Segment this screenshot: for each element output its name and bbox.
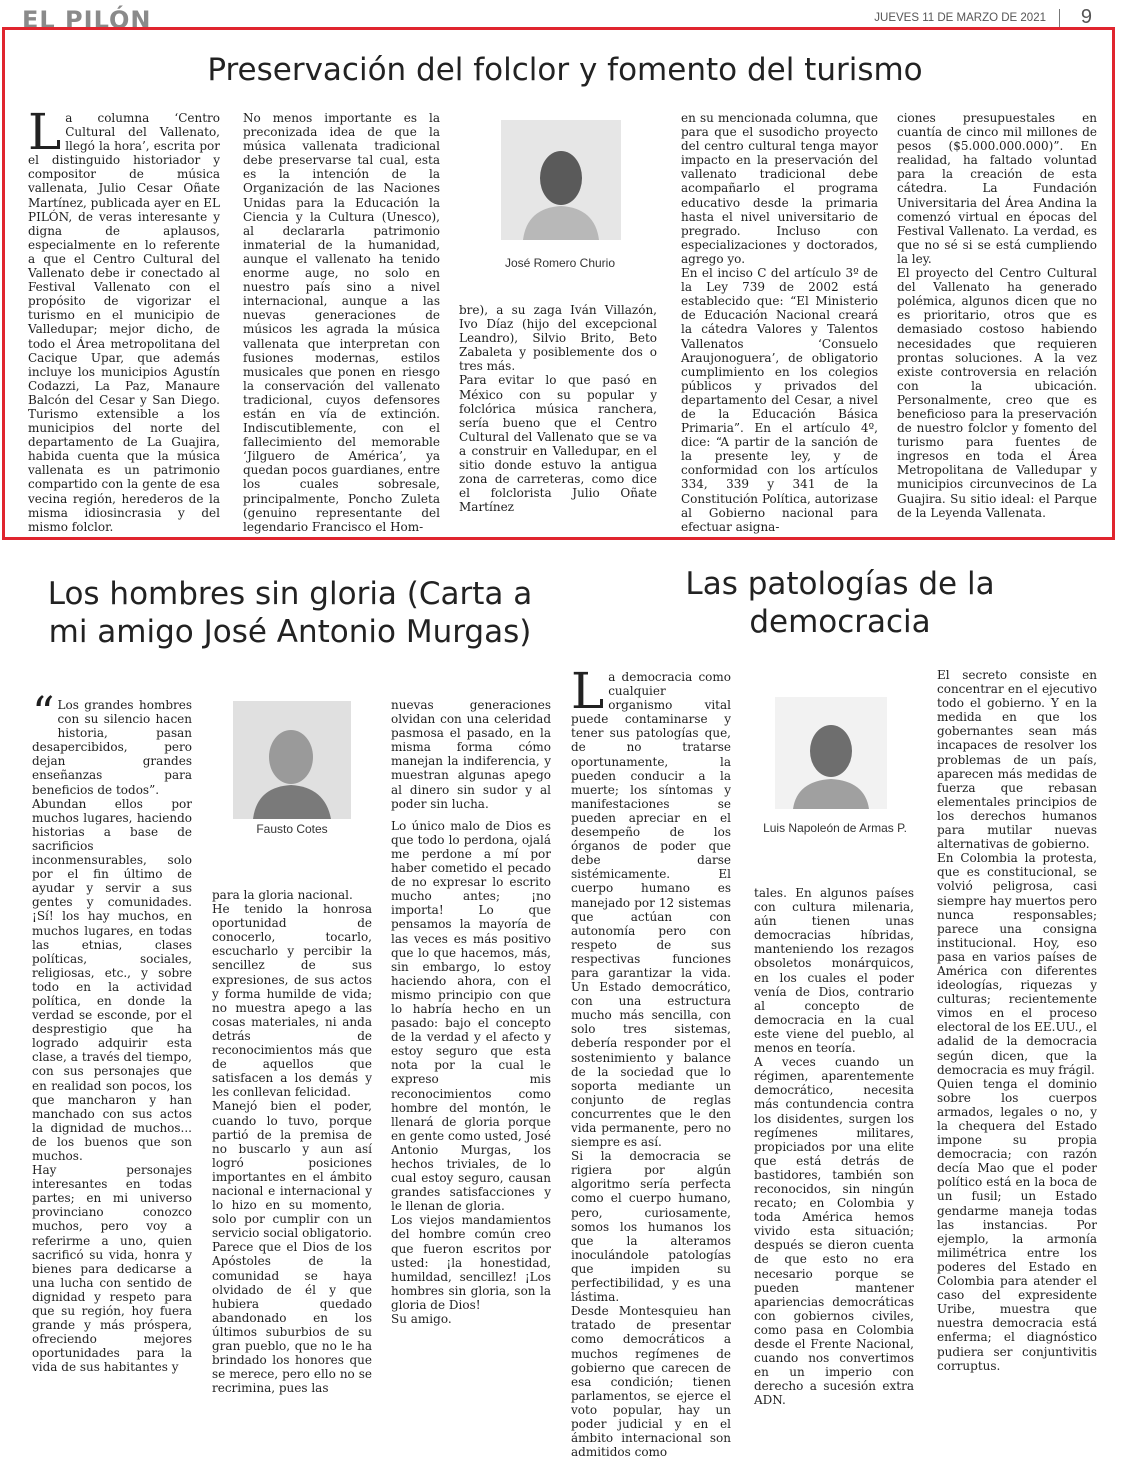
article1-col4-para: En el inciso C del artículo 3º de la Ley 739 de 2002 está establecido que: “El Ministerio de Educación Nacional creará la cátedra Valores y Talentos Vallenatos ‘Consuelo Araujonoguera’, de obligatorio cumplimiento en los colegios públicos y privados del departamento del Cesar, a nivel de la Educación Básica Primaria”. En el artículo 4º, dice: “A partir de la sanción de la presente ley, y de conformidad con los artículos 334, 339 y 341 de la Constitución Política, autorizase al Gobierno nacional para efectuar asigna- xyxy=(681,266,878,534)
article3-column-2 xyxy=(754,886,914,1420)
article1-col5-para: ciones presupuestales en cuantía de cinco mil millones de pesos ($5.000.000.000)”. En realidad, ha faltado voluntad para la creación de esta cátedra. La Fundación Universitaria del Área Andina la comenzó virtual en épocas del Festival Vallenato. La verdad, es que no sé si se está cumpliendo la ley. xyxy=(897,111,1097,266)
article1-col2-text: No menos importante es la preconizada idea de que la música vallenata tradicional debe preservarse tal cual, esta es la intención de la Organización de las Naciones Unidas para la Educación la Ciencia y la Cultura (Unesco), al declararla patrimonio inmaterial de la humanidad, aunque el vallenato ha tenido enorme auge, no solo en nuestro país sino a nivel internacional, aunque a las nuevas generaciones de músicos les agrada la música vallenata que interpretan con fusiones modernas, estilos musicales que ponen en riesgo la conservación del vallenato tradicional, cuyos defensores están en vía de extinción. Indiscutiblemente, con el fallecimiento del memorable ‘Jilguero de América’, ya quedan pocos guardianes, entre los cuales sobresale, principalmente, Poncho Zuleta (genuino representante del legendario Francisco el Hom- xyxy=(243,111,440,534)
article1-column-5 xyxy=(897,111,1097,521)
article1-col4-para: en su mencionada columna, que para que el susodicho proyecto del centro cultural tenga mayor impacto en la preservación del vallenato tradicional debe acompañarlo el programa educativo desde la primaria hasta el nivel universitario de pregrado. Incluso con especializaciones y doctorados, agrego yo. xyxy=(681,111,878,266)
article2-column-2 xyxy=(212,888,372,1420)
article2-col1-para: Hay personajes interesantes en todas partes; en mi universo provinciano conozco muchos, pero voy a referirme a uno, quien sacrificó su vida, honra y bienes para dedicarse a una lucha con sentido de dignidad y respeto para que su región, hoy fuera grande y más próspera, ofreciendo mejores oportunidades para la vida de sus habitantes y xyxy=(32,1163,192,1375)
article1-column-2 xyxy=(243,111,440,534)
article2-col3-para: Su amigo. xyxy=(391,1312,452,1327)
article2-column-3 xyxy=(391,698,551,1420)
article3-col3-para: Quien tenga el dominio sobre los cuerpos armados, legales o no, y la chequera del Estado impone su propia democracia; con razón decía Mao que el poder político está en la boca de un fusil; un Estado gendarme maneja todas las instancias. Por ejemplo, la armonía milimétrica entre los poderes del Estado en Colombia para atender el caso del expresidente Uribe, muestra que nuestra democracia está enferma; el diagnóstico pudiera ser conjuntivitis corruptus. xyxy=(937,1076,1097,1373)
article3-author-name: Luis Napoleón de Armas P. xyxy=(763,821,907,835)
article2-title: Los hombres sin gloria (Carta a mi amigo José Antonio Murgas) xyxy=(47,576,533,650)
article3-col2-para: tales. En algunos países con cultura milenaria, aún tienen unas democracias híbridas, manteniendo los rezagos obsoletos monárquicos, en los cuales el poder venía de Dios, contrario al concepto de democracia en la cual este viene del pueblo, al menos en teoría. xyxy=(754,886,914,1056)
author-photo xyxy=(775,697,887,809)
article3-column-3 xyxy=(937,668,1097,1420)
article3-col1-para: La democracia como cualquier organismo vital puede contaminarse y tener sus patologías que, de no tratarse oportunamente, la pueden conducir a la muerte; los síntomas y manifestaciones se pueden apreciar en el desempeño de los órganos de poder que debe darse sistémicamente. El cuerpo humano es manejado por 12 sistemas que actúan con autonomía pero con respeto de sus respectivas funciones para garantizar la vida. Un Estado democrático, con una estructura mucho más sencilla, con solo tres sistemas, debería responder por el sostenimiento y balance de la sociedad que lo soporta mediante un conjunto de reglas concurrentes que le den vida permanente, pero no siempre es así. xyxy=(571,662,731,1150)
article2-col3-para: nuevas generaciones olvidan con una celeridad pasmosa el pasado, en la misma forma cómo manejan la indiferencia, y muestran algunas apego al dinero sin sudor y al poder sin lucha. xyxy=(391,698,551,811)
article1-col5-para: El proyecto del Centro Cultural del Vallenato ha generado polémica, algunos dicen que no es prioritario, otros que es demasiado costoso habiendo necesidades que requieren prontas soluciones. A la vez existe controversia en relación con la ubicación. Personalmente, creo que es beneficioso para la preservación de nuestro folclor y fomento del turismo para fuentes de ingresos en toda el Área Metropolitana de Valledupar y municipios circunvecinos de La Guajira. Su sitio ideal: el Parque de la Leyenda Vallenata. xyxy=(897,266,1097,520)
article2-col1-para: “ Los grandes hombres con su silencio hacen historia, pasan desapercibidos, pero dejan grandes enseñanzas para beneficios de todos”. xyxy=(32,688,192,797)
article1-column-4 xyxy=(681,111,878,534)
article2-author-name: Fausto Cotes xyxy=(256,822,328,836)
article1-column-3 xyxy=(459,303,657,521)
article3-col3-para: En Colombia la protesta, que es constitucional, se volvió peligrosa, casi siempre hay muertos pero nunca responsables; parece una consigna institucional. Hoy, eso pasa en varios países de América con diferentes ideologías, riquezas y culturas; recientemente vimos en el proceso electoral de los EE.UU., el adalid de la democracia según dicen, que la democracia es muy frágil. xyxy=(937,851,1097,1077)
author-photo-image xyxy=(233,701,351,819)
author-photo xyxy=(233,701,351,819)
article3-dropcap: L xyxy=(571,662,605,720)
author-photo-image xyxy=(501,120,621,240)
article1-col3-para: bre), a su zaga Iván Villazón, Ivo Díaz (hijo del excepcional Leandro), Silvio Brito, Beto Zabaleta y posiblemente dos o tres más. xyxy=(459,303,657,374)
article2-col2-para: Manejó bien el poder, cuando lo tuvo, porque partió de la premisa de no buscarlo y aun así logró posiciones importantes en el ámbito nacional e internacional y lo hizo en su momento, solo por cumplir con un servicio social obligatorio. Parece que el Dios de los Apóstoles de la comunidad se haya olvidado de él y que hubiera quedado abandonado en los últimos suburbios de su gran pueblo, que no le ha brindado los honores que se merece, pero ello no se recrimina, pues las xyxy=(212,1099,372,1396)
article3-col1-para: Si la democracia se rigiera por algún algoritmo sería perfecta como el cuerpo humano, pero, curiosamente, somos los humanos los que la alteramos inoculándole patologías que impiden su perfectibilidad, y es una lástima. xyxy=(571,1149,731,1305)
article3-col3-para: El secreto consiste en concentrar en el ejecutivo todo el gobierno. Y en la medida en que los gobernantes sean más incapaces de resolver los problemas de un país, aparecen más medidas de fuerza que rebasan elementales principios de los derechos humanos para mutilar nuevas alternativas de gobierno. xyxy=(937,668,1097,852)
article3-column-1 xyxy=(571,662,731,1459)
newspaper-logo: EL PILÓN xyxy=(22,6,152,34)
article3-title: Las patologías de la democracia xyxy=(685,566,995,640)
article3-col1-para: Desde Montesquieu han tratado de presentar como democráticos a muchos regímenes de gobierno que carecen de esa condición; tienen parlamentos, se ejerce el voto popular, hay un poder judicial y en el ámbito internacional son admitidos como xyxy=(571,1304,731,1459)
author-photo-image xyxy=(775,697,887,809)
article2-col3-para: Los viejos mandamientos del hombre común creo que fueron escritos por usted: ¡la honestidad, humildad, sencillez! ¡Los hombres sin gloria, son la gloria de Dios! xyxy=(391,1213,551,1312)
article1-column-1 xyxy=(28,103,220,534)
page-number: 9 xyxy=(1080,6,1092,28)
article1-dropcap: L xyxy=(28,103,62,161)
author-photo xyxy=(501,120,621,240)
issue-date: JUEVES 11 DE MARZO DE 2021 xyxy=(874,12,1046,24)
article1-author-name: José Romero Churio xyxy=(504,256,616,270)
article1-title: Preservación del folclor y fomento del turismo xyxy=(207,52,923,88)
article3-col2-para: A veces cuando un régimen, aparentemente democrático, necesita más contundencia contra los disidentes, surgen los regímenes militares, propiciados por una elite que está detrás de bastidores, también son reconocidos, sin ningún recato; en Colombia y toda América hemos vivido esta situación; después se dieron cuenta de que esto no era necesario porque se pueden mantener apariencias democráticas con gobiernos civiles, como pasa en Colombia desde el Frente Nacional, cuando nos convertimos en un imperio con derecho a sucesión extra ADN. xyxy=(754,1055,914,1408)
article2-col2-para: para la gloria nacional. xyxy=(212,888,353,902)
article2-column-1 xyxy=(32,688,192,1420)
header-divider xyxy=(1059,9,1060,27)
article2-col3-para: Lo único malo de Dios es que todo lo perdona, ojalá me perdone a mí por haber cometido el pecado de no expresar lo escrito mucho antes; ¡no importa! Lo que pensamos la mayoría de las veces es más positivo que lo que hacemos, más, sin embargo, lo estoy haciendo ahora, con el mismo principio con que lo habría hecho en un pasado: bajo el concepto de la verdad y el afecto y estoy seguro que esta nota por la cual le expreso mis reconocimientos como hombre del montón, le llenará de gloria porque en gente como usted, José Antonio Murgas, los hechos triviales, de lo cual estoy seguro, causan grandes satisfacciones y le llenan de gloria. xyxy=(391,818,551,1214)
article1-col3-para: Para evitar lo que pasó en México con su popular y folclórica música ranchera, sería bueno que el Centro Cultural del Vallenato que se va a construir en Valledupar, en el sitio donde estuvo la antigua zona de carreteras, como dice el folclorista Julio Oñate Martínez xyxy=(459,373,657,515)
article2-col2-para: He tenido la honrosa oportunidad de conocerlo, tocarlo, escucharlo y percibir la sencillez de sus expresiones, de sus actos y forma humilde de vida; no muestra apego a las cosas materiales, ni anda detrás de reconocimientos más que de aquellos que satisfacen a los demás y les conllevan felicidad. xyxy=(212,902,372,1100)
quote-mark: “ xyxy=(32,688,55,739)
article1-col1-text: a columna ‘Centro Cultural del Vallenato, llegó la hora’, escrita por el distinguido historiador y compositor de música vallenata, Julio Cesar Oñate Martínez, publicada ayer en EL PILÓN, de veras interesante y digna de aplausos, especialmente en lo referente a que el Centro Cultural del Vallenato debe ir conectado al Festival Vallenato con el propósito de vigorizar el turismo en el municipio de Valledupar; mejor dicho, de todo el Área metropolitana del Cacique Upar, que además incluye los municipios Agustín Codazzi, La Paz, Manaure Balcón del Cesar y San Diego. Turismo extensible a los municipios del norte del departamento de La Guajira, habida cuenta que la música vallenata es un patrimonio compartido con la gente de esa vecina región, herederos de la misma idiosincrasia y del mismo folclor. xyxy=(28,111,220,534)
article2-col1-para: Abundan ellos por muchos lugares, haciendo historias a base de sacrificios inconmensurables, solo por el fin último de ayudar y servir a sus gentes y comunidades. ¡Sí! los hay muchos, en muchos lugares, en todas las etnias, clases políticas, sociales, religiosas, etc., y sobre todo en la actividad política, en donde la verdad se esconde, por el desprestigio que ha logrado adquirir esta clase, a través del tiempo, con sus personajes que en realidad son pocos, los que mancharon y han manchado con sus actos la dignidad de muchos... de los buenos que son muchos. xyxy=(32,796,192,1163)
